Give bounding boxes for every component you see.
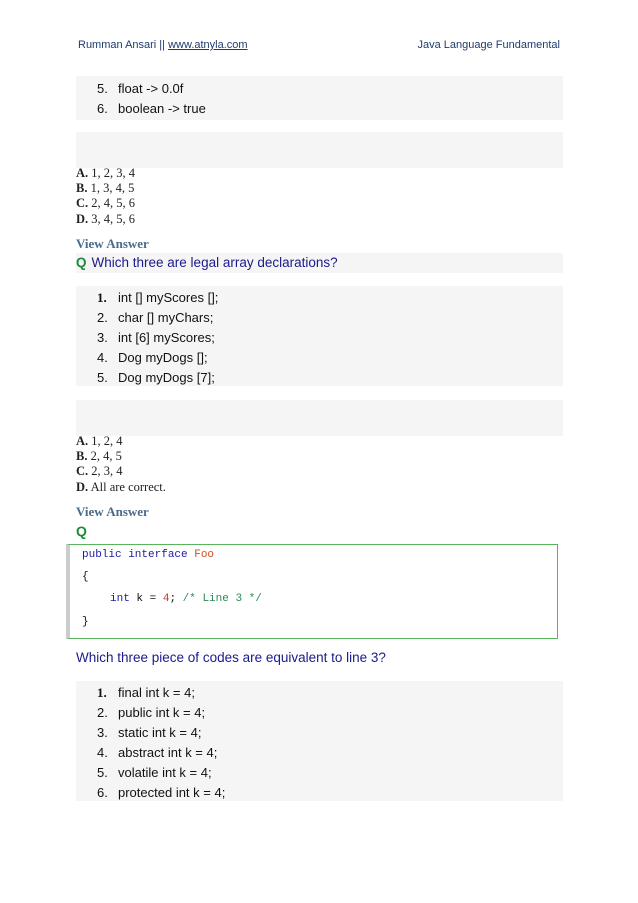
header-author bbox=[78, 39, 248, 51]
list-item: 3. static int k = 4; bbox=[97, 725, 202, 740]
list-item: 4. abstract int k = 4; bbox=[97, 745, 218, 760]
option-b: B. 1, 3, 4, 5 bbox=[76, 181, 135, 196]
list-item: 5. float -> 0.0f bbox=[97, 81, 184, 96]
option-a: A. 1, 2, 4 bbox=[76, 434, 123, 448]
site-link[interactable]: www.atnyla.com bbox=[168, 39, 248, 51]
option-b: B. 2, 4, 5 bbox=[76, 449, 122, 464]
question-2-text: Which three are legal array declarations? bbox=[91, 255, 338, 270]
option-d: D. All are correct. bbox=[76, 479, 166, 494]
list-item: 4. Dog myDogs []; bbox=[97, 350, 208, 365]
blank-box-1 bbox=[76, 132, 563, 168]
view-answer-link-2[interactable]: View Answer bbox=[76, 504, 149, 519]
code-line-3: int k = 4; /* Line 3 */ bbox=[110, 593, 262, 605]
list-item: 5. Dog myDogs [7]; bbox=[97, 370, 215, 385]
code-line-1: public interface Foo bbox=[82, 549, 215, 561]
blank-box-2 bbox=[76, 400, 563, 436]
code-list-3 bbox=[97, 683, 225, 803]
list-item: 2. char [] myChars; bbox=[97, 310, 214, 325]
q-marker-3: Q bbox=[76, 523, 87, 539]
code-list-1 bbox=[97, 79, 206, 119]
option-a: A. 1, 2, 3, 4 bbox=[76, 166, 136, 180]
question-3: Which three piece of codes are equivalent to line 3? bbox=[76, 650, 386, 665]
list-item: 6. boolean -> true bbox=[97, 101, 206, 116]
option-c: C. 2, 4, 5, 6 bbox=[76, 196, 136, 211]
list-item: 1. int [] myScores []; bbox=[97, 290, 219, 305]
list-item: 1. final int k = 4; bbox=[97, 685, 195, 700]
list-item: 3. int [6] myScores; bbox=[97, 330, 215, 345]
q-marker: Q bbox=[76, 255, 87, 270]
code-line-2: { bbox=[82, 571, 89, 583]
header-title: Java Language Fundamental bbox=[417, 39, 560, 51]
list-item: 6. protected int k = 4; bbox=[97, 785, 226, 800]
author-name: Rumman Ansari || bbox=[78, 39, 166, 51]
view-answer-link-1[interactable]: View Answer bbox=[76, 236, 149, 251]
code-line-4: } bbox=[82, 616, 89, 628]
option-c: C. 2, 3, 4 bbox=[76, 464, 123, 479]
options-1 bbox=[76, 166, 135, 227]
options-2 bbox=[76, 434, 166, 495]
list-item: 5. volatile int k = 4; bbox=[97, 765, 212, 780]
option-d: D. 3, 4, 5, 6 bbox=[76, 211, 136, 226]
list-item: 2. public int k = 4; bbox=[97, 705, 206, 720]
question-2 bbox=[76, 255, 338, 270]
code-list-2 bbox=[97, 288, 218, 388]
code-block bbox=[66, 544, 558, 639]
